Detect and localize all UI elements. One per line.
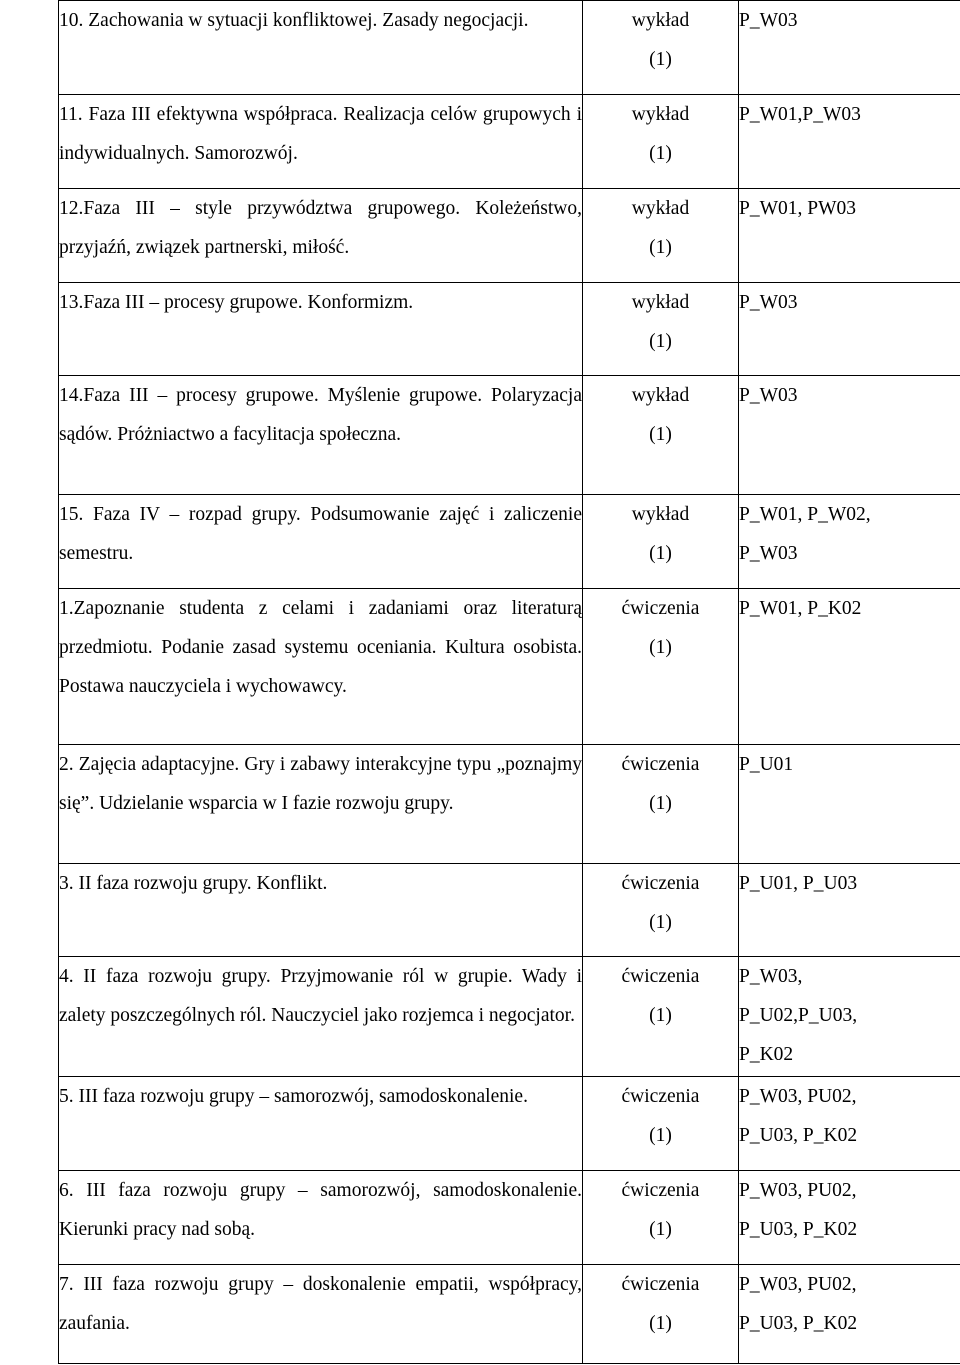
form-hours: (1) <box>649 912 672 933</box>
form-hours: (1) <box>649 793 672 814</box>
effects-cell <box>739 189 960 283</box>
topic-cell: 6. III faza rozwoju grupy – samorozwój, samodoskonalenie. Kierunki pracy nad sobą. <box>59 1171 583 1265</box>
form-label: wykład <box>631 104 690 125</box>
form-hours: (1) <box>649 1313 672 1334</box>
table-row <box>59 95 960 189</box>
topic-cell: 12.Faza III – style przywództwa grupowego. Koleżeństwo, przyjaźń, związek partnerski, miłość. <box>59 189 583 283</box>
effects-cell <box>739 95 960 189</box>
effects-cell <box>739 864 960 957</box>
effect-code: P_W03, PU02, <box>739 1274 857 1295</box>
topic-cell: 2. Zajęcia adaptacyjne. Gry i zabawy interakcyjne typu „poznajmy się”. Udzielanie wsparcia w I fazie rozwoju grupy. <box>59 745 583 864</box>
effects-cell <box>739 1077 960 1171</box>
table-row <box>59 495 960 589</box>
form-cell <box>583 864 739 957</box>
effect-code: P_W03 <box>739 10 798 31</box>
table-row <box>59 864 960 957</box>
form-label: ćwiczenia <box>621 1086 700 1107</box>
effect-code: P_W01, P_K02 <box>739 598 862 619</box>
form-label: wykład <box>631 10 690 31</box>
form-hours: (1) <box>649 1125 672 1146</box>
effects-cell <box>739 283 960 376</box>
form-hours: (1) <box>649 331 672 352</box>
table-row <box>59 1171 960 1265</box>
effect-code: P_W03 <box>739 385 798 406</box>
table-row <box>59 589 960 745</box>
form-cell <box>583 589 739 745</box>
form-cell <box>583 1077 739 1171</box>
form-cell <box>583 957 739 1077</box>
effect-code: P_W01, P_W02, <box>739 504 871 525</box>
topic-cell: 15. Faza IV – rozpad grupy. Podsumowanie zajęć i zaliczenie semestru. <box>59 495 583 589</box>
form-hours: (1) <box>649 1005 672 1026</box>
effect-code: P_W03, PU02, <box>739 1086 857 1107</box>
form-cell <box>583 1265 739 1364</box>
form-hours: (1) <box>649 543 672 564</box>
form-cell <box>583 745 739 864</box>
topic-cell: 13.Faza III – procesy grupowe. Konformizm. <box>59 283 583 376</box>
form-label: wykład <box>631 292 690 313</box>
table-row <box>59 957 960 1077</box>
effect-code: P_W01,P_W03 <box>739 104 861 125</box>
effect-code: P_U03, P_K02 <box>739 1219 858 1240</box>
form-hours: (1) <box>649 237 672 258</box>
form-label: ćwiczenia <box>621 598 700 619</box>
table-row <box>59 189 960 283</box>
effect-code: P_U02,P_U03, <box>739 1005 858 1026</box>
form-label: ćwiczenia <box>621 754 700 775</box>
effects-cell <box>739 376 960 495</box>
form-label: ćwiczenia <box>621 873 700 894</box>
effect-code: P_U03, P_K02 <box>739 1313 858 1334</box>
topic-cell: 11. Faza III efektywna współpraca. Realizacja celów grupowych i indywidualnych. Samorozwój. <box>59 95 583 189</box>
topic-cell: 14.Faza III – procesy grupowe. Myślenie grupowe. Polaryzacja sądów. Próżniactwo a facylitacja społeczna. <box>59 376 583 495</box>
table-row <box>59 1265 960 1364</box>
effect-code: P_W03 <box>739 543 798 564</box>
form-cell <box>583 95 739 189</box>
effect-code: P_U01, P_U03 <box>739 873 858 894</box>
form-label: ćwiczenia <box>621 1274 700 1295</box>
form-hours: (1) <box>649 424 672 445</box>
effect-code: P_W03, PU02, <box>739 1180 857 1201</box>
table-row <box>59 1077 960 1171</box>
effects-cell <box>739 1265 960 1364</box>
form-label: wykład <box>631 385 690 406</box>
topic-cell: 7. III faza rozwoju grupy – doskonalenie empatii, współpracy, zaufania. <box>59 1265 583 1364</box>
form-hours: (1) <box>649 49 672 70</box>
form-cell <box>583 1 739 95</box>
topic-cell: 4. II faza rozwoju grupy. Przyjmowanie ról w grupie. Wady i zalety poszczególnych ról. Nauczyciel jako rozjemca i negocjator. <box>59 957 583 1077</box>
form-hours: (1) <box>649 637 672 658</box>
table-row <box>59 1 960 95</box>
form-cell <box>583 495 739 589</box>
effects-cell <box>739 745 960 864</box>
effects-cell <box>739 957 960 1077</box>
effect-code: P_U01 <box>739 754 794 775</box>
form-cell <box>583 189 739 283</box>
effect-code: P_W03, <box>739 966 803 987</box>
form-cell <box>583 283 739 376</box>
topic-cell: 3. II faza rozwoju grupy. Konflikt. <box>59 864 583 957</box>
topic-cell: 1.Zapoznanie studenta z celami i zadaniami oraz literaturą przedmiotu. Podanie zasad systemu oceniania. Kultura osobista. Postawa nauczyciela i wychowawcy. <box>59 589 583 745</box>
table-row <box>59 376 960 495</box>
effects-cell <box>739 1171 960 1265</box>
topic-cell: 10. Zachowania w sytuacji konfliktowej. Zasady negocjacji. <box>59 1 583 95</box>
effects-cell <box>739 1 960 95</box>
form-hours: (1) <box>649 1219 672 1240</box>
form-cell <box>583 376 739 495</box>
form-label: ćwiczenia <box>621 1180 700 1201</box>
form-hours: (1) <box>649 143 672 164</box>
effect-code: P_W03 <box>739 292 798 313</box>
topic-cell: 5. III faza rozwoju grupy – samorozwój, samodoskonalenie. <box>59 1077 583 1171</box>
effect-code: P_W01, PW03 <box>739 198 856 219</box>
effects-cell <box>739 589 960 745</box>
form-cell <box>583 1171 739 1265</box>
form-label: wykład <box>631 504 690 525</box>
effects-cell <box>739 495 960 589</box>
form-label: wykład <box>631 198 690 219</box>
effect-code: P_K02 <box>739 1044 794 1065</box>
effect-code: P_U03, P_K02 <box>739 1125 858 1146</box>
table-row <box>59 283 960 376</box>
table-row <box>59 745 960 864</box>
form-label: ćwiczenia <box>621 966 700 987</box>
syllabus-table <box>58 0 960 1364</box>
